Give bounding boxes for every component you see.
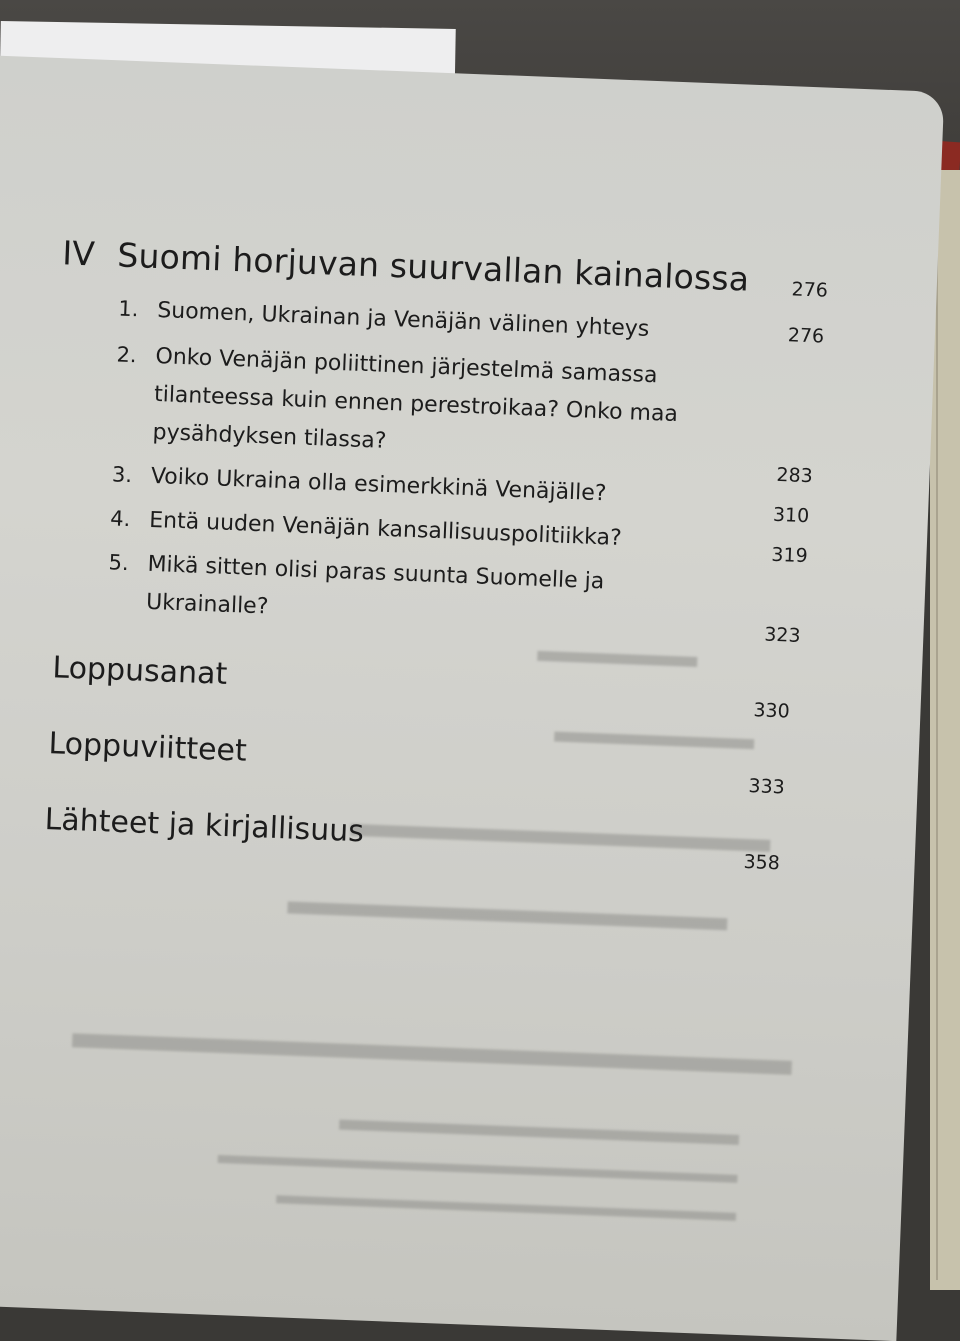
entry-title-line: Mikä sitten olisi paras suunta Suomelle ja: [147, 551, 605, 595]
entry-page-number: 276: [787, 324, 825, 348]
entry-title: Entä uuden Venäjän kansallisuuspolitiikka?: [148, 507, 623, 551]
section-title-lahteet: Lähteet ja kirjallisuus: [44, 802, 365, 850]
entry-title-line: Onko Venäjän poliittinen järjestelmä samassa: [155, 343, 658, 389]
table-of-contents: [0, 55, 944, 1341]
entry-title-line: pysähdyksen tilassa?: [152, 419, 387, 454]
entry-number: 4.: [109, 506, 131, 532]
section-page-number: 330: [752, 699, 791, 723]
entry-page-number: 323: [763, 623, 801, 647]
entry-page-number: 283: [776, 463, 814, 488]
entry-title-line: tilanteessa kuin ennen perestroikaa? Onko maa: [153, 381, 679, 428]
section-title-loppusanat: Loppusanat: [51, 650, 228, 692]
page-gutter-line: [936, 180, 938, 1280]
entry-page-number: 319: [770, 543, 809, 568]
entry-number: 3.: [111, 462, 133, 488]
entry-number: 1.: [117, 296, 139, 322]
book-page: [0, 55, 944, 1341]
entry-number: 2.: [116, 342, 138, 368]
part-title: Suomi horjuvan suurvallan kainalossa: [116, 235, 751, 299]
part-number: IV: [61, 233, 96, 274]
part-page-number: 276: [791, 278, 829, 302]
entry-title: Suomen, Ukrainan ja Venäjän välinen yhteys: [156, 298, 650, 342]
entry-number: 5.: [108, 550, 130, 576]
section-page-number: 333: [748, 775, 786, 799]
section-title-loppuviitteet: Loppuviitteet: [47, 726, 248, 769]
entry-title-line: Ukrainalle?: [145, 589, 269, 620]
entry-title: Voiko Ukraina olla esimerkkinä Venäjälle?: [150, 463, 607, 507]
section-page-number: 358: [743, 850, 781, 875]
entry-page-number: 310: [772, 503, 810, 528]
